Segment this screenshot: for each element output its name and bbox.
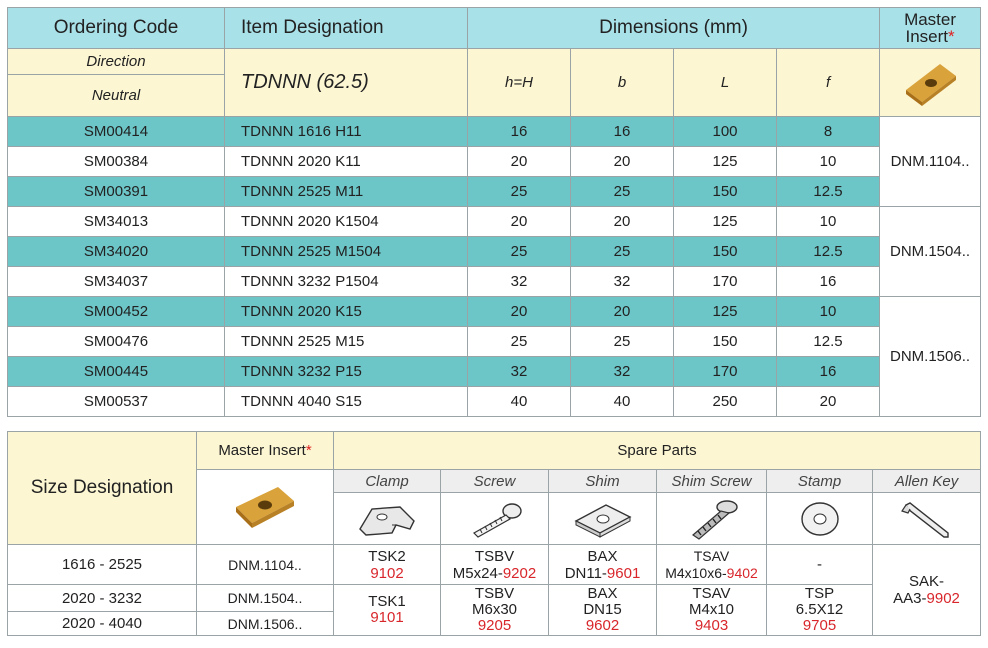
shim-value [549, 545, 657, 585]
ordering-code: SM00414 [8, 117, 225, 147]
ordering-code: SM00452 [8, 297, 225, 327]
screw-name: TSBV [474, 585, 515, 602]
dim-b: 32 [571, 267, 674, 297]
item-designation: TDNNN 1616 H11 [225, 117, 468, 147]
dim-f: 20 [777, 387, 880, 417]
shim-value [549, 585, 657, 636]
part-shim-header: Shim [549, 470, 657, 493]
shim-screw-name: TSAV [693, 547, 730, 564]
screw-size: M6x30 [471, 601, 518, 618]
dim-b: 16 [571, 117, 674, 147]
dim-l: 150 [674, 237, 777, 267]
washer-icon [785, 497, 855, 541]
part-allen-key-header: Allen Key [873, 470, 981, 493]
spare-parts-table [7, 431, 981, 636]
item-designation: TDNNN 2525 M11 [225, 177, 468, 207]
part-stamp-header: Stamp [767, 470, 873, 493]
dim-h: 32 [468, 267, 571, 297]
master-insert-value: DNM.1504.. [880, 207, 981, 297]
dim-b: 40 [571, 387, 674, 417]
ordering-code: SM00476 [8, 327, 225, 357]
part-clamp-header: Clamp [334, 470, 441, 493]
dim-h: 16 [468, 117, 571, 147]
dim-l: 125 [674, 207, 777, 237]
dim-h: 40 [468, 387, 571, 417]
dim-b: 20 [571, 297, 674, 327]
dim-l: 170 [674, 267, 777, 297]
shim-screw-code: 9403 [694, 617, 729, 634]
dim-h: 25 [468, 237, 571, 267]
screw-icon [460, 499, 530, 539]
size-value: 2020 - 3232 [8, 585, 197, 612]
screw-code: 9205 [477, 617, 512, 634]
clamp-image-cell [334, 493, 441, 545]
stamp-value: - [767, 545, 873, 585]
stamp-name: TSP [804, 585, 835, 602]
item-designation: TDNNN 2525 M1504 [225, 237, 468, 267]
dim-l: 150 [674, 327, 777, 357]
shim-screw-code: 9402 [726, 564, 758, 581]
shim-screw-name: TSAV [692, 585, 731, 602]
item-designation: TDNNN 4040 S15 [225, 387, 468, 417]
direction-label: Direction [8, 49, 225, 75]
dim-f: 8 [777, 117, 880, 147]
ordering-table [7, 7, 981, 417]
insert-value: DNM.1506.. [197, 612, 334, 636]
dim-l: 125 [674, 147, 777, 177]
screw-image-cell [441, 493, 549, 545]
part-screw-header: Screw [441, 470, 549, 493]
header-dimensions: Dimensions (mm) [468, 8, 880, 49]
shim-name: BAX [587, 547, 618, 565]
clamp-name: TSK1 [368, 593, 406, 610]
size-value: 1616 - 2525 [8, 545, 197, 585]
ordering-code: SM34020 [8, 237, 225, 267]
dim-l: 100 [674, 117, 777, 147]
dim-h: 25 [468, 327, 571, 357]
header-spare-parts: Spare Parts [334, 432, 981, 470]
dim-l: 250 [674, 387, 777, 417]
insert-icon [230, 479, 300, 535]
stamp-image-cell [767, 493, 873, 545]
ordering-code: SM00384 [8, 147, 225, 177]
master-insert-image-cell [197, 470, 334, 545]
header-master-insert [197, 432, 334, 470]
shim-code: 9602 [585, 617, 620, 634]
ordering-code: SM00537 [8, 387, 225, 417]
allen-key-icon [892, 497, 962, 541]
allen-key-code: 9902 [926, 590, 960, 607]
item-designation: TDNNN 2020 K1504 [225, 207, 468, 237]
screw-name: TSBV [474, 547, 515, 565]
shim-name: BAX [587, 585, 618, 602]
dim-b: 20 [571, 207, 674, 237]
header-master-insert [880, 8, 981, 49]
shim-size: DN15 [583, 601, 622, 618]
designation-family: TDNNN (62.5) [225, 49, 468, 117]
master-insert-value: DNM.1104.. [880, 117, 981, 207]
dim-f: 10 [777, 207, 880, 237]
clamp-code: 9102 [370, 564, 404, 582]
neutral-label: Neutral [8, 75, 225, 117]
dim-f: 12.5 [777, 327, 880, 357]
allen-key-value [873, 545, 981, 636]
dim-f-header: f [777, 49, 880, 117]
master-insert-label: Master Insert [218, 442, 306, 459]
dim-b: 25 [571, 177, 674, 207]
asterisk: * [305, 442, 312, 459]
clamp-value [334, 545, 441, 585]
insert-value: DNM.1504.. [197, 585, 334, 612]
item-designation: TDNNN 2525 M15 [225, 327, 468, 357]
dim-f: 10 [777, 147, 880, 177]
item-designation: TDNNN 3232 P15 [225, 357, 468, 387]
shim-screw-value [657, 545, 767, 585]
dim-f: 10 [777, 297, 880, 327]
master-insert-value: DNM.1506.. [880, 297, 981, 417]
dim-h: 20 [468, 147, 571, 177]
screw-value [441, 585, 549, 636]
ordering-code: SM00391 [8, 177, 225, 207]
dim-f: 16 [777, 267, 880, 297]
shim-screw-value [657, 585, 767, 636]
ordering-code: SM34037 [8, 267, 225, 297]
allen-key-name: SAK- [909, 573, 945, 590]
shim-screw-size: M4x10 [688, 601, 735, 618]
screw-code: 9202 [502, 564, 537, 582]
ordering-code: SM00445 [8, 357, 225, 387]
dim-l: 125 [674, 297, 777, 327]
item-designation: TDNNN 3232 P1504 [225, 267, 468, 297]
stamp-size: 6.5X12 [795, 601, 844, 618]
dim-f: 16 [777, 357, 880, 387]
dim-b: 25 [571, 327, 674, 357]
allen-key-image-cell [873, 493, 981, 545]
dim-l: 150 [674, 177, 777, 207]
item-designation: TDNNN 2020 K15 [225, 297, 468, 327]
clamp-icon [352, 499, 422, 539]
screw-size: M5x24- [452, 564, 503, 582]
header-item-designation: Item Designation [225, 8, 468, 49]
dim-b: 20 [571, 147, 674, 177]
shim-code: 9601 [606, 564, 641, 582]
clamp-name: TSK2 [368, 547, 406, 565]
shim-icon [568, 499, 638, 539]
header-size-designation: Size Designation [8, 432, 197, 545]
dim-l-header: L [674, 49, 777, 117]
insert-icon [900, 58, 960, 108]
shim-size: DN11- [564, 564, 607, 582]
shim-screw-image-cell [657, 493, 767, 545]
dim-b: 25 [571, 237, 674, 267]
clamp-code: 9101 [370, 609, 404, 626]
clamp-value [334, 585, 441, 636]
dim-l: 170 [674, 357, 777, 387]
shim-screw-icon [677, 497, 747, 541]
header-ordering-code: Ordering Code [8, 8, 225, 49]
dim-h: 25 [468, 177, 571, 207]
stamp-code: 9705 [802, 617, 837, 634]
part-shim-screw-header: Shim Screw [657, 470, 767, 493]
stamp-value [767, 585, 873, 636]
screw-value [441, 545, 549, 585]
item-designation: TDNNN 2020 K11 [225, 147, 468, 177]
dim-f: 12.5 [777, 177, 880, 207]
dim-h: 20 [468, 297, 571, 327]
ordering-code: SM34013 [8, 207, 225, 237]
dim-f: 12.5 [777, 237, 880, 267]
master-insert-label: Master Insert [904, 10, 957, 46]
master-insert-image-cell [880, 49, 981, 117]
shim-screw-size: M4x10x6- [665, 564, 727, 581]
size-value: 2020 - 4040 [8, 612, 197, 636]
dim-b-header: b [571, 49, 674, 117]
allen-key-size: AA3- [893, 590, 927, 607]
dim-h-header: h=H [468, 49, 571, 117]
dim-h: 20 [468, 207, 571, 237]
dim-b: 32 [571, 357, 674, 387]
dim-h: 32 [468, 357, 571, 387]
insert-value: DNM.1104.. [197, 545, 334, 585]
shim-image-cell [549, 493, 657, 545]
asterisk: * [948, 27, 955, 46]
